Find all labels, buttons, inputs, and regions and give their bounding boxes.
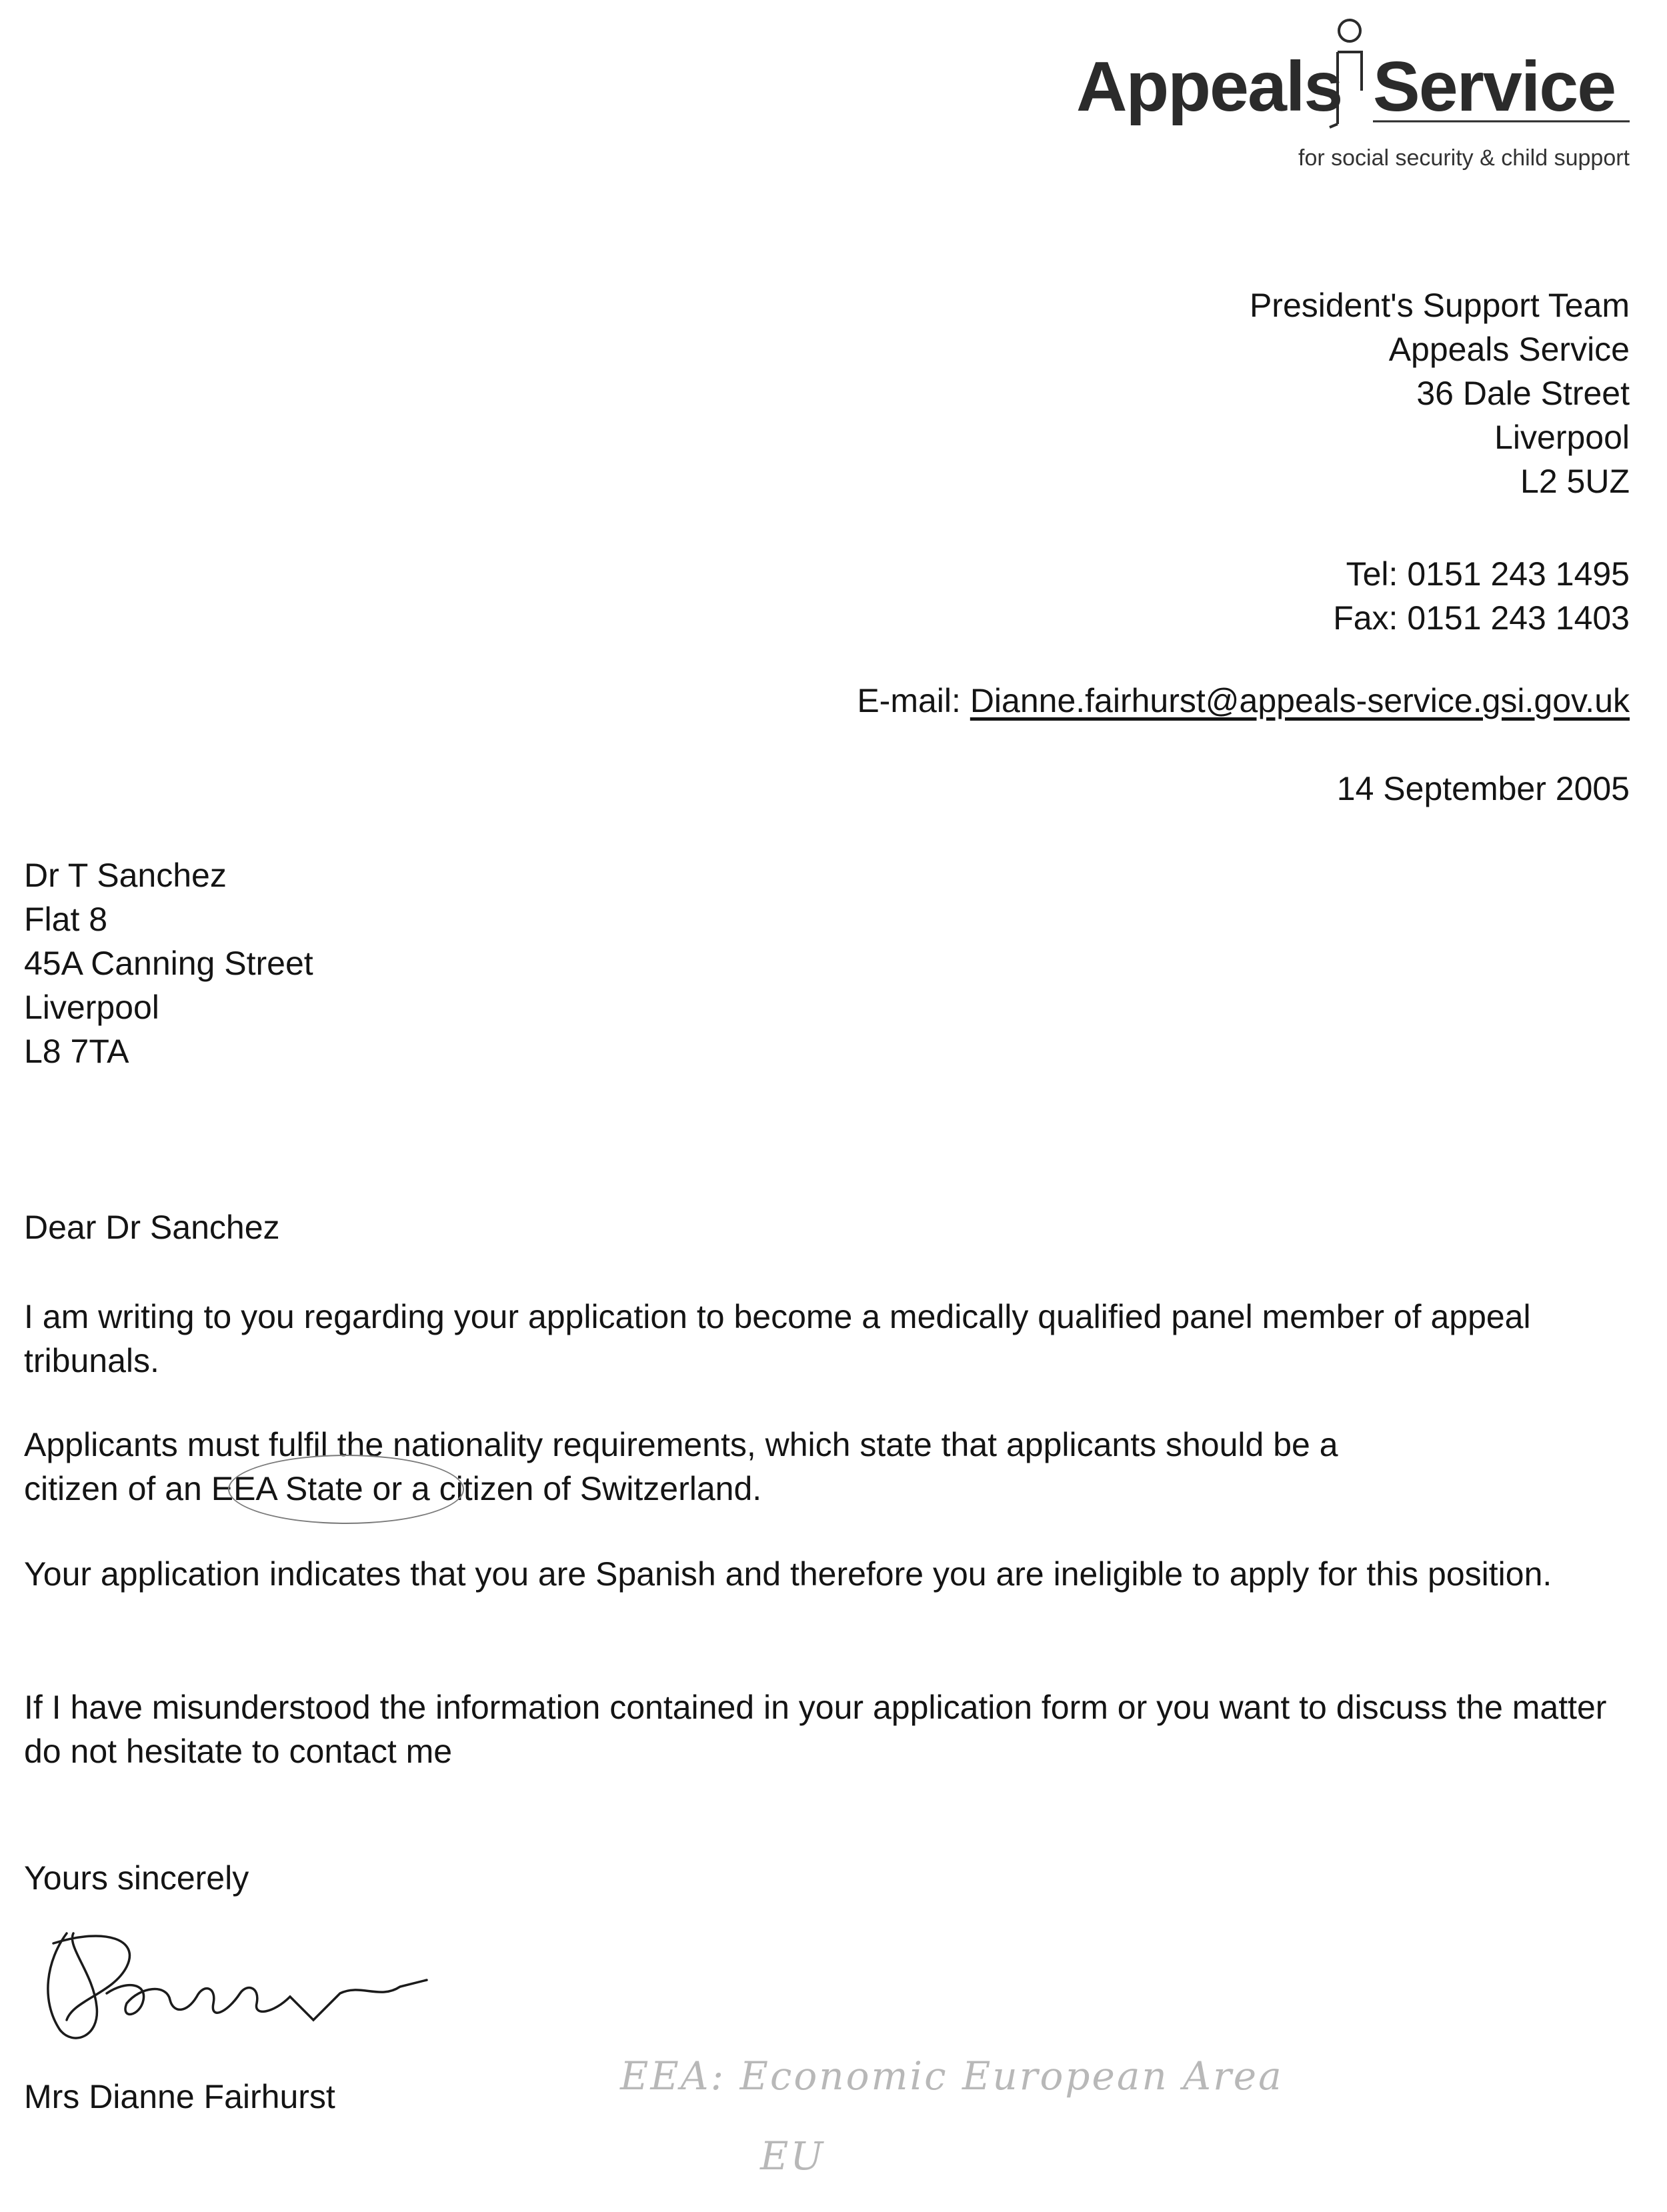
signature bbox=[27, 1920, 453, 2053]
recipient-address bbox=[24, 853, 313, 1073]
sender-address bbox=[1250, 283, 1630, 503]
salutation: Dear Dr Sanchez bbox=[24, 1209, 280, 1246]
email-label: E-mail: bbox=[857, 682, 961, 719]
sender-fax: Fax: 0151 243 1403 bbox=[1333, 599, 1630, 637]
handwritten-note-eea: EEA: Economic European Area bbox=[620, 2053, 1284, 2099]
sender-address-line: Liverpool bbox=[1494, 419, 1630, 456]
sender-address-line: Appeals Service bbox=[1388, 331, 1630, 368]
sender-address-line: President's Support Team bbox=[1249, 287, 1630, 324]
recipient-line: Liverpool bbox=[24, 989, 159, 1026]
sender-address-line: 36 Dale Street bbox=[1416, 375, 1630, 412]
email-link[interactable]: Dianne.fairhurst@appeals-service.gsi.gov.uk bbox=[970, 682, 1630, 719]
logo-tagline: for social security & child support bbox=[1298, 145, 1630, 171]
paragraph-2-line-2-end: or a citizen of Switzerland. bbox=[363, 1470, 762, 1507]
letter-date: 14 September 2005 bbox=[1336, 770, 1630, 807]
paragraph-4: If I have misunderstood the information contained in your application form or you want to discuss the matter do not hesitate to contact me bbox=[24, 1689, 1607, 1770]
paragraph-2-line-2-start: citizen of an bbox=[24, 1470, 211, 1507]
valediction: Yours sincerely bbox=[24, 1859, 249, 1897]
eea-state-highlight: EEA State bbox=[211, 1470, 363, 1507]
recipient-line: Dr T Sanchez bbox=[24, 857, 227, 894]
handwritten-note-eu: EU bbox=[760, 2133, 825, 2179]
sender-tel: Tel: 0151 243 1495 bbox=[1346, 555, 1630, 593]
appeals-service-logo bbox=[1076, 11, 1630, 171]
sender-email-line bbox=[857, 679, 1630, 723]
sender-contact bbox=[1333, 552, 1630, 640]
paragraph-3: Your application indicates that you are Spanish and therefore you are ineligible to apply for this position. bbox=[24, 1555, 1552, 1593]
recipient-line: L8 7TA bbox=[24, 1033, 129, 1070]
recipient-line: Flat 8 bbox=[24, 901, 108, 938]
recipient-line: 45A Canning Street bbox=[24, 945, 313, 982]
paragraph-1: I am writing to you regarding your application to become a medically qualified panel member of appeal tribunals. bbox=[24, 1298, 1531, 1379]
signatory-name: Mrs Dianne Fairhurst bbox=[24, 2078, 335, 2115]
paragraph-2-line-1: Applicants must fulfil the nationality requirements, which state that applicants should be a bbox=[24, 1426, 1338, 1463]
sender-address-line: L2 5UZ bbox=[1520, 463, 1630, 500]
logo-word-service: Service bbox=[1373, 47, 1616, 126]
handwritten-circle-mark bbox=[228, 1455, 464, 1524]
logo-word-appeals: Appeals bbox=[1076, 47, 1342, 126]
